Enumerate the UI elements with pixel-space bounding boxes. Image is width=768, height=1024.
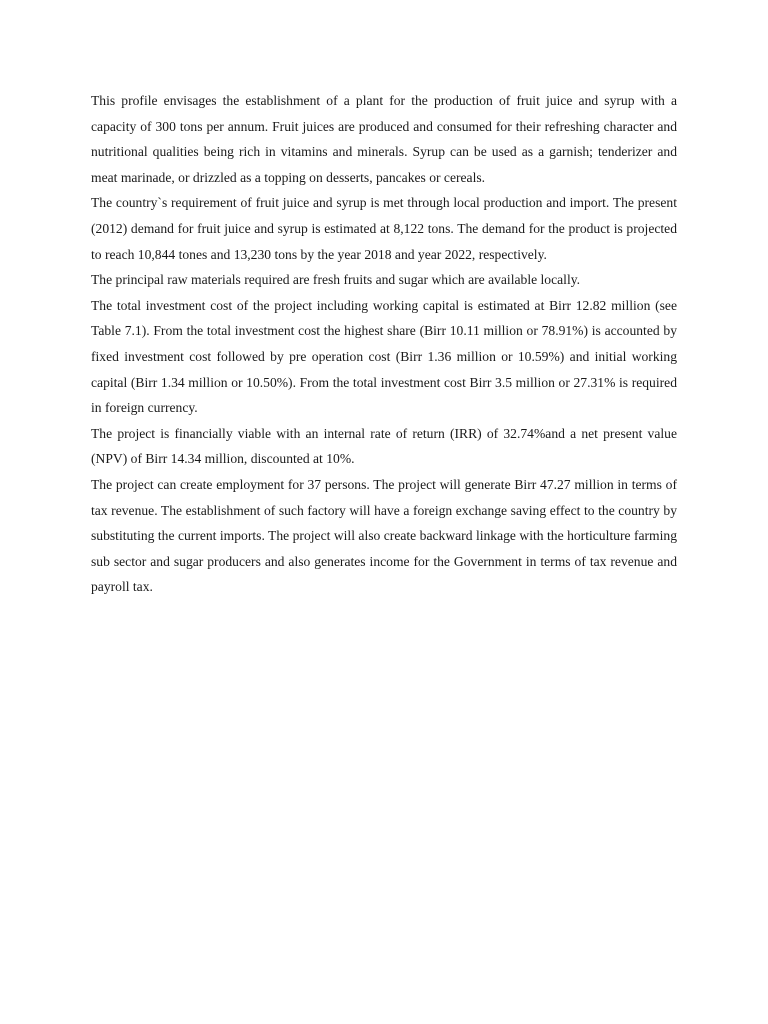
paragraph-demand: The country`s requirement of fruit juice and syrup is met through local production and import. The present (2012) demand for fruit juice and syrup is estimated at 8,122 tons. The demand for the product is projected to reach 10,844 tones and 13,230 tons by the year 2018 and year 2022, respectively. [91, 195, 677, 262]
paragraph-financial-viability: The project is financially viable with an internal rate of return (IRR) of 32.74%and a net present value (NPV) of Birr 14.34 million, discounted at 10%. [91, 425, 677, 467]
paragraph-raw-materials: The principal raw materials required are fresh fruits and sugar which are available locally. [91, 272, 581, 288]
paragraph-investment-cost: The total investment cost of the project including working capital is estimated at Birr 12.82 million (see Table 7.1). From the total investment cost the highest share (Birr 10.11 million or 78.91%) is accounted by fixed investment cost followed by pre operation cost (Birr 1.36 million or 10.59%) and initial working capital (Birr 1.34 million or 10.50%). From the total investment cost Birr 3.5 million or 27.31% is required in foreign currency. [91, 297, 677, 416]
paragraph-plant-profile: This profile envisages the establishment of a plant for the production of fruit juice and syrup with a capacity of 300 tons per annum. Fruit juices are produced and consumed for their refreshing character and nutritional qualities being rich in vitamins and minerals. Syrup can be used as a garnish; tenderizer and meat marinade, or drizzled as a topping on desserts, pancakes or cereals. [91, 93, 677, 185]
paragraph-employment: The project can create employment for 37 persons. The project will generate Birr 47.27 million in terms of tax revenue. The establishment of such factory will have a foreign exchange saving effect to the country by substituting the current imports. The project will also create backward linkage with the horticulture farming sub sector and sugar producers and also generates income for the Government in terms of tax revenue and payroll tax. [91, 476, 677, 595]
document-body [91, 88, 677, 600]
